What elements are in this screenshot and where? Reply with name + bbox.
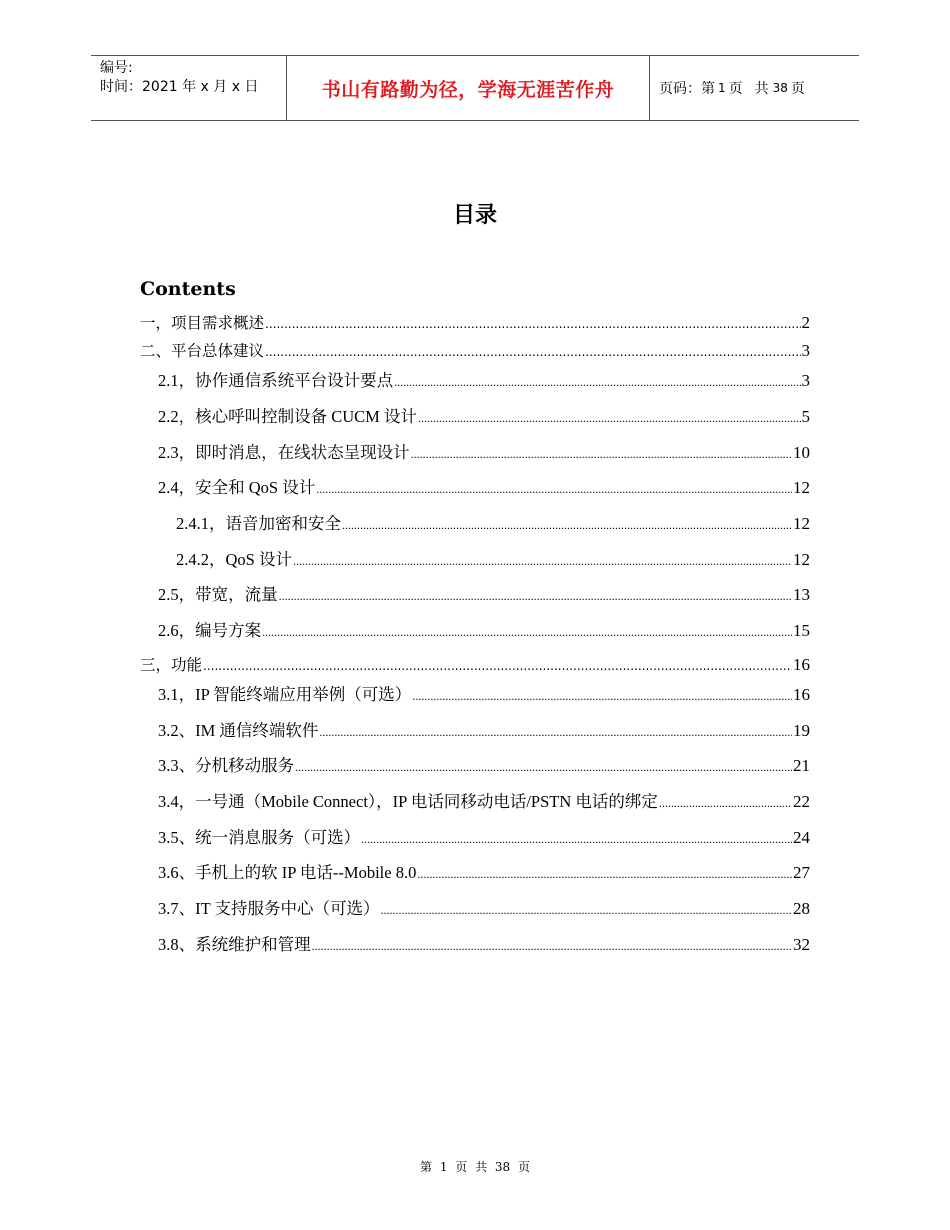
toc-entry-page: 22: [793, 792, 810, 811]
toc-entry-label: 2.1，协作通信系统平台设计要点: [158, 371, 394, 390]
toc-entry-label: 2.6，编号方案: [158, 621, 262, 640]
toc-entry-label: 3.7、IT 支持服务中心（可选）: [158, 899, 380, 918]
toc-dot-leader: [659, 796, 792, 811]
toc-dot-leader: [279, 589, 792, 604]
toc-dot-leader: [418, 411, 801, 426]
toc-dot-leader: [361, 832, 792, 847]
toc-entry[interactable]: [158, 931, 810, 953]
toc-dot-leader: [319, 725, 792, 740]
toc-dot-leader: [412, 689, 792, 704]
toc-entry-label: 2.2，核心呼叫控制设备 CUCM 设计: [158, 407, 417, 426]
toc-entry-label: 2.4.2，QoS 设计: [176, 550, 292, 569]
toc-entry-label: 2.4，安全和 QoS 设计: [158, 478, 316, 497]
header-motto: 书山有路勤为径，学海无涯苦作舟: [287, 56, 650, 120]
toc-entry[interactable]: [140, 311, 810, 333]
toc-dot-leader: [381, 903, 792, 918]
toc-dot-leader: [265, 345, 800, 359]
toc-entry-page: 12: [793, 550, 810, 569]
page-title: 目录: [452, 203, 497, 228]
contents-heading: Contents: [140, 278, 236, 300]
toc-dot-leader: [293, 554, 792, 569]
toc-dot-leader: [417, 867, 792, 882]
toc-entry[interactable]: [176, 546, 810, 568]
page-number: 1: [718, 81, 726, 95]
toc-entry-label: 三，功能: [140, 656, 203, 674]
toc-dot-leader: [203, 659, 792, 673]
toc-entry-page: 16: [793, 655, 810, 674]
toc-entry-page: 24: [793, 828, 810, 847]
toc-entry[interactable]: [158, 859, 810, 881]
toc-entry-page: 3: [801, 341, 810, 360]
toc-entry[interactable]: [158, 581, 810, 603]
toc-entry-label: 3.8、系统维护和管理: [158, 935, 311, 954]
toc-entry-label: 3.6、手机上的软 IP 电话--Mobile 8.0: [158, 863, 417, 882]
toc-entry[interactable]: [158, 617, 810, 639]
toc-entry-page: 10: [793, 443, 810, 462]
toc-entry[interactable]: [158, 367, 810, 389]
toc-entry-page: 19: [793, 721, 810, 740]
toc-entry[interactable]: [158, 717, 810, 739]
toc-entry-page: 13: [793, 585, 810, 604]
total-unit: 页: [790, 81, 805, 97]
page-label: 页码：第: [659, 81, 715, 97]
toc-entry-page: 28: [793, 899, 810, 918]
toc-dot-leader: [312, 939, 792, 954]
toc-dot-leader: [265, 317, 800, 331]
toc-entry[interactable]: [140, 653, 810, 675]
total-label: 共: [754, 81, 769, 97]
toc-entry[interactable]: [158, 824, 810, 846]
toc-entry-label: 3.5、统一消息服务（可选）: [158, 828, 361, 847]
toc-entry-page: 32: [793, 935, 810, 954]
toc-entry-page: 12: [793, 478, 810, 497]
toc-entry-page: 21: [793, 756, 810, 775]
toc-entry-label: 3.4，一号通（Mobile Connect），IP 电话同移动电话/PSTN 电话的绑定: [158, 792, 658, 811]
toc-entry-label: 二、平台总体建议: [140, 342, 265, 360]
toc-entry-page: 5: [801, 407, 810, 426]
toc-entry[interactable]: [158, 752, 810, 774]
toc-entry[interactable]: [176, 510, 810, 532]
toc-dot-leader: [295, 760, 792, 775]
toc-dot-leader: [262, 625, 792, 640]
header-meta: [91, 56, 287, 120]
toc-entry-label: 2.3，即时消息，在线状态呈现设计: [158, 443, 410, 462]
toc-entry-page: 15: [793, 621, 810, 640]
toc-entry[interactable]: [158, 788, 810, 810]
toc-entry[interactable]: [158, 895, 810, 917]
toc-entry[interactable]: [158, 439, 810, 461]
total-pages: 38: [772, 81, 788, 95]
toc-entry-label: 3.2、IM 通信终端软件: [158, 721, 319, 740]
toc-entry-page: 27: [793, 863, 810, 882]
toc-entry-page: 16: [793, 685, 810, 704]
toc-entry-label: 2.5，带宽，流量: [158, 585, 278, 604]
toc-dot-leader: [342, 518, 792, 533]
toc-entry[interactable]: [158, 403, 810, 425]
document-time: 时间：2021 年 x 月 x 日: [100, 79, 259, 95]
toc-dot-leader: [316, 482, 792, 497]
toc-entry-label: 一，项目需求概述: [140, 314, 265, 332]
toc-entry[interactable]: [140, 339, 810, 361]
toc-entry-page: 3: [801, 371, 810, 390]
page-header: [91, 55, 859, 121]
document-number-label: 编号:: [100, 60, 133, 76]
toc-entry[interactable]: [158, 681, 810, 703]
toc-entry-page: 12: [793, 514, 810, 533]
toc-dot-leader: [411, 447, 792, 462]
toc-entry-label: 2.4.1，语音加密和安全: [176, 514, 341, 533]
toc-entry-label: 3.3、分机移动服务: [158, 756, 295, 775]
toc-entry[interactable]: [158, 474, 810, 496]
toc-entry-label: 3.1，IP 智能终端应用举例（可选）: [158, 685, 412, 704]
page-unit: 页: [728, 81, 743, 97]
page-footer: 第 1 页 共 38 页: [420, 1160, 530, 1174]
toc-entry-page: 2: [801, 313, 810, 332]
header-page-info: [650, 56, 859, 120]
toc-dot-leader: [394, 375, 800, 390]
